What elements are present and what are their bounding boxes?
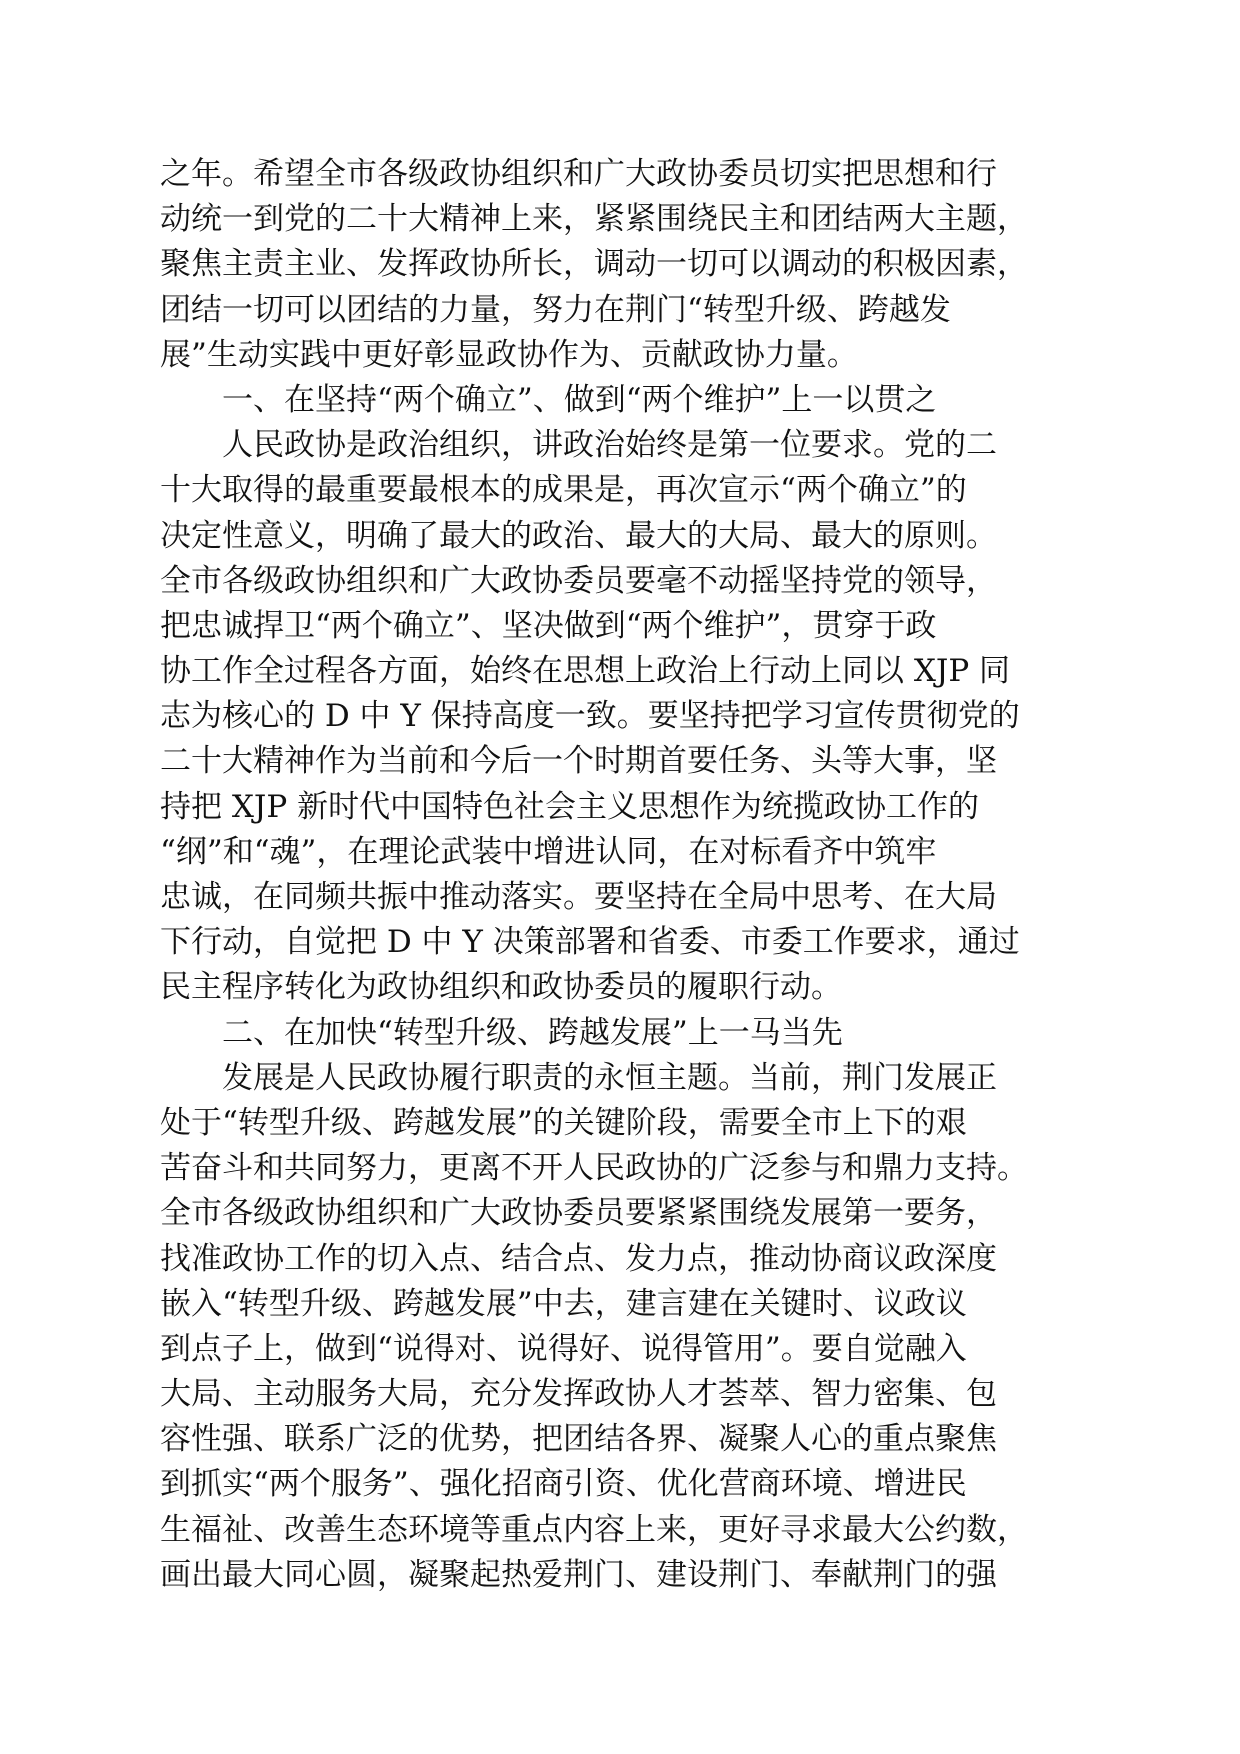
section-heading-2: 二、在加快“转型升级、跨越发展”上一马当先 [222, 1014, 843, 1051]
text-line: 全市各级政协组织和广大政协委员要毫不动摇坚持党的领导， [160, 562, 997, 599]
document-body [160, 152, 1120, 1598]
text-line: 民主程序转化为政协组织和政协委员的履职行动。 [160, 969, 842, 1006]
text-line: 画出最大同心圆，凝聚起热爱荆门、建设荆门、奉献荆门的强 [160, 1556, 997, 1593]
text-line: 协工作全过程各方面，始终在思想上政治上行动上同以 XJP 同 [160, 653, 1011, 690]
text-line: 志为核心的 D 中 Y 保持高度一致。要坚持把学习宣传贯彻党的 [160, 698, 1020, 735]
text-line: 生福祉、改善生态环境等重点内容上来，更好寻求最大公约数， [160, 1511, 1028, 1548]
paragraph-start: 发展是人民政协履行职责的永恒主题。当前，荆门发展正 [222, 1059, 997, 1096]
text-line: 持把 XJP 新时代中国特色社会主义思想作为统揽政协工作的 [160, 788, 980, 825]
text-line: 容性强、联系广泛的优势，把团结各界、凝聚人心的重点聚焦 [160, 1421, 997, 1458]
text-line: 处于“转型升级、跨越发展”的关键阶段，需要全市上下的艰 [160, 1104, 967, 1141]
text-line: “纲”和“魂”，在理论武装中增进认同，在对标看齐中筑牢 [160, 833, 937, 870]
text-line: 十大取得的最重要最根本的成果是，再次宣示“两个确立”的 [160, 472, 967, 509]
text-line: 把忠诚捍卫“两个确立”、坚决做到“两个维护”，贯穿于政 [160, 607, 937, 644]
text-line: 展”生动实践中更好彰显政协作为、贡献政协力量。 [160, 336, 858, 373]
text-line: 全市各级政协组织和广大政协委员要紧紧围绕发展第一要务， [160, 1195, 997, 1232]
text-line: 苦奋斗和共同努力，更离不开人民政协的广泛参与和鼎力支持。 [160, 1150, 1028, 1187]
text-line: 到抓实“两个服务”、强化招商引资、优化营商环境、增进民 [160, 1466, 967, 1503]
section-heading-1: 一、在坚持“两个确立”、做到“两个维护”上一以贯之 [222, 381, 937, 418]
text-line: 忠诚，在同频共振中推动落实。要坚持在全局中思考、在大局 [160, 879, 997, 915]
text-line: 找准政协工作的切入点、结合点、发力点，推动协商议政深度 [160, 1240, 997, 1277]
text-line: 嵌入“转型升级、跨越发展”中去，建言建在关键时、议政议 [160, 1285, 967, 1322]
text-line: 到点子上，做到“说得对、说得好、说得管用”。要自觉融入 [160, 1330, 967, 1367]
text-line: 动统一到党的二十大精神上来，紧紧围绕民主和团结两大主题， [160, 201, 1028, 238]
text-line: 之年。希望全市各级政协组织和广大政协委员切实把思想和行 [160, 156, 997, 192]
text-line: 决定性意义，明确了最大的政治、最大的大局、最大的原则。 [160, 517, 997, 554]
text-line: 团结一切可以团结的力量，努力在荆门“转型升级、跨越发 [160, 291, 951, 328]
text-line: 二十大精神作为当前和今后一个时期首要任务、头等大事，坚 [160, 743, 997, 780]
text-line: 聚焦主责主业、发挥政协所长，调动一切可以调动的积极因素， [160, 246, 1028, 283]
text-line: 大局、主动服务大局，充分发挥政协人才荟萃、智力密集、包 [160, 1376, 997, 1413]
paragraph-start: 人民政协是政治组织，讲政治始终是第一位要求。党的二 [222, 427, 997, 464]
text-line: 下行动，自觉把 D 中 Y 决策部署和省委、市委工作要求，通过 [160, 924, 1020, 961]
